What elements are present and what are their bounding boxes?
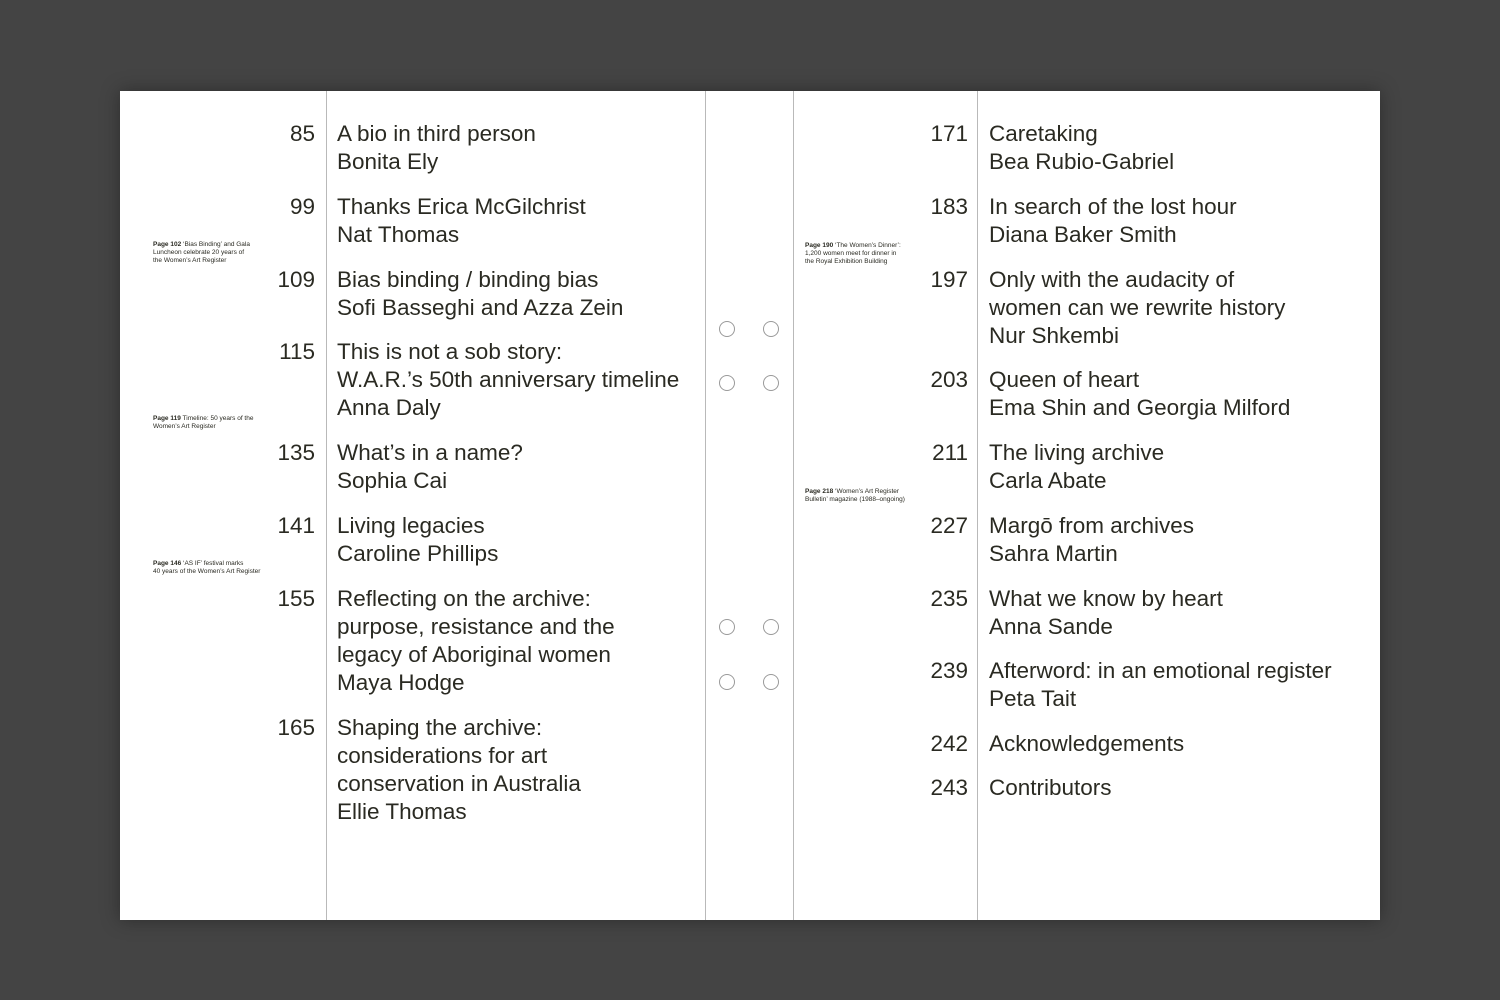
toc-author: Sophia Cai	[337, 468, 448, 493]
note-text: ‘Women’s Art Register	[835, 488, 900, 495]
toc-title: In search of the lost hour	[989, 194, 1237, 219]
toc-title: What we know by heart	[989, 586, 1223, 611]
toc-title: Living legacies	[337, 513, 485, 538]
note-page-label: Page 102	[153, 241, 182, 248]
note-text: the Royal Exhibition Building	[805, 258, 888, 265]
toc-title: Shaping the archive:	[337, 715, 543, 740]
toc-entry	[989, 512, 1194, 568]
toc-entry	[989, 730, 1184, 758]
toc-title: women can we rewrite history	[989, 295, 1286, 320]
toc-entry	[989, 193, 1237, 249]
toc-entry	[989, 120, 1174, 176]
gutter-rule-left	[705, 91, 706, 920]
right-column-rule	[977, 91, 978, 920]
toc-author: Peta Tait	[989, 686, 1077, 711]
note-text: Luncheon celebrate 20 years of	[153, 249, 245, 256]
toc-entry	[989, 657, 1332, 713]
toc-page-number: 183	[930, 194, 968, 219]
note-text: the Women’s Art Register	[153, 257, 227, 264]
note-page-label: Page 218	[805, 488, 834, 495]
toc-entry	[337, 266, 623, 322]
toc-author: Ema Shin and Georgia Milford	[989, 395, 1291, 420]
toc-page-number: 85	[289, 121, 315, 146]
toc-page-number: 227	[930, 513, 968, 538]
toc-title: Bias binding / binding bias	[337, 267, 599, 292]
toc-author: Bea Rubio-Gabriel	[989, 149, 1175, 174]
note-text: ‘The Women’s Dinner’:	[835, 242, 901, 249]
toc-author: Caroline Phillips	[337, 541, 499, 566]
toc-title: Only with the audacity of	[989, 267, 1235, 292]
toc-page-number: 109	[277, 267, 315, 292]
toc-title: Queen of heart	[989, 367, 1140, 392]
toc-page-number: 115	[279, 339, 315, 364]
toc-title: The living archive	[989, 440, 1165, 465]
toc-author: Ellie Thomas	[337, 799, 467, 824]
toc-entry	[337, 120, 536, 176]
toc-entry	[337, 338, 679, 422]
toc-author: Sahra Martin	[989, 541, 1118, 566]
toc-author: Anna Daly	[337, 395, 441, 420]
toc-author: Maya Hodge	[337, 670, 465, 695]
image-caption-note	[153, 560, 260, 576]
toc-entry	[337, 193, 586, 249]
toc-entry	[337, 439, 523, 495]
note-page-label: Page 119	[153, 415, 181, 422]
toc-title: Contributors	[989, 775, 1112, 800]
toc-entry	[989, 266, 1285, 350]
toc-title: purpose, resistance and the	[337, 614, 615, 639]
image-caption-note	[805, 488, 905, 504]
image-caption-note	[805, 242, 901, 266]
toc-title: conservation in Australia	[337, 771, 581, 796]
toc-author: Diana Baker Smith	[989, 222, 1177, 247]
toc-author: Bonita Ely	[337, 149, 439, 174]
toc-page-number: 135	[277, 440, 315, 465]
toc-title: Thanks Erica McGilchrist	[337, 194, 586, 219]
note-text: ‘AS IF’ festival marks	[183, 560, 244, 567]
toc-title: Caretaking	[989, 121, 1098, 146]
toc-title: A bio in third person	[337, 121, 536, 146]
toc-page-number: 242	[930, 731, 968, 756]
note-text: Bulletin’ magazine (1988–ongoing)	[805, 496, 905, 503]
image-caption-note	[153, 415, 253, 431]
gutter-rule-right	[793, 91, 794, 920]
left-column-rule	[326, 91, 327, 920]
note-text: Women’s Art Register	[153, 423, 216, 430]
toc-page-number: 197	[930, 267, 968, 292]
toc-title: Acknowledgements	[989, 731, 1185, 756]
binder-hole	[763, 321, 779, 337]
toc-title: Reflecting on the archive:	[337, 586, 591, 611]
toc-author: Carla Abate	[989, 468, 1107, 493]
toc-page-number: 243	[930, 775, 968, 800]
toc-page-number: 155	[277, 586, 315, 611]
toc-title: Margō from archives	[989, 513, 1195, 538]
toc-page-number: 141	[277, 513, 315, 538]
toc-entry	[337, 714, 581, 826]
toc-title: Afterword: in an emotional register	[989, 658, 1332, 683]
binder-hole	[719, 674, 735, 690]
toc-page-number: 99	[289, 194, 315, 219]
binder-hole	[719, 375, 735, 391]
toc-author: Nur Shkembi	[989, 323, 1120, 348]
note-text: Timeline: 50 years of the	[182, 415, 254, 422]
toc-page-number: 239	[930, 658, 968, 683]
toc-title: What’s in a name?	[337, 440, 523, 465]
toc-page-number: 171	[930, 121, 968, 146]
note-text: 1,200 women meet for dinner in	[805, 250, 897, 257]
note-text: 40 years of the Women’s Art Register	[153, 568, 261, 575]
binder-hole	[763, 375, 779, 391]
binder-hole	[763, 674, 779, 690]
toc-entry	[337, 512, 498, 568]
binder-hole	[719, 619, 735, 635]
toc-title: This is not a sob story:	[337, 339, 563, 364]
toc-author: Sofi Basseghi and Azza Zein	[337, 295, 624, 320]
note-text: ‘Bias Binding’ and Gala	[183, 241, 250, 248]
toc-page-number: 235	[930, 586, 968, 611]
toc-author: Anna Sande	[989, 614, 1113, 639]
toc-entry	[989, 774, 1112, 802]
note-page-label: Page 146	[153, 560, 182, 567]
image-caption-note	[153, 241, 250, 265]
toc-title: considerations for art	[337, 743, 548, 768]
toc-entry	[989, 439, 1164, 495]
toc-title: W.A.R.’s 50th anniversary timeline	[337, 367, 680, 392]
toc-page-number: 203	[930, 367, 968, 392]
toc-entry	[989, 585, 1223, 641]
toc-author: Nat Thomas	[337, 222, 460, 247]
binder-hole	[719, 321, 735, 337]
toc-entry	[337, 585, 615, 697]
binder-hole	[763, 619, 779, 635]
toc-page-number: 211	[932, 440, 968, 465]
toc-entry	[989, 366, 1290, 422]
note-page-label: Page 190	[805, 242, 834, 249]
contents-spread	[120, 91, 1380, 920]
toc-page-number: 165	[277, 715, 315, 740]
toc-title: legacy of Aboriginal women	[337, 642, 611, 667]
